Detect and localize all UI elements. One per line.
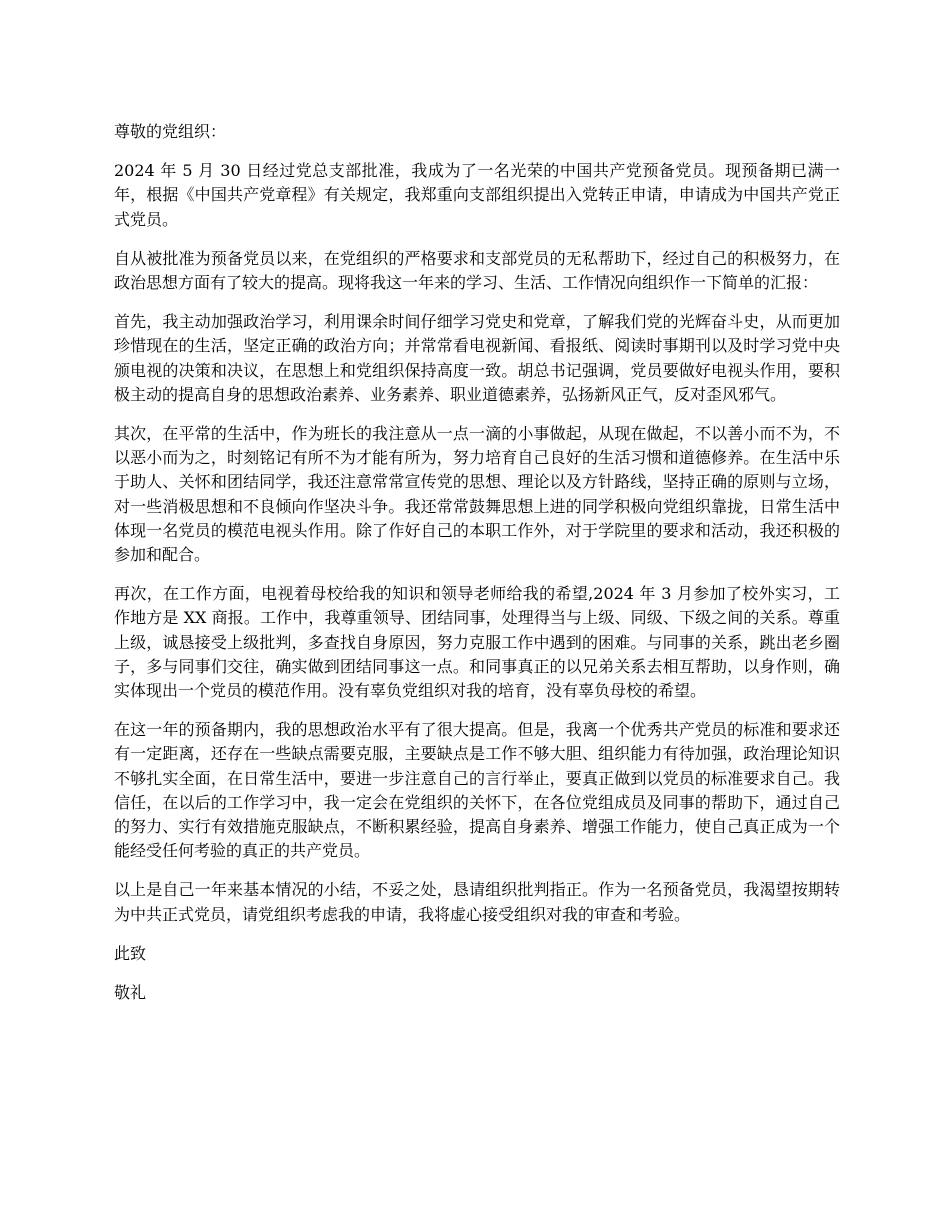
letter-body — [114, 120, 840, 1020]
paragraph-work: 再次，在工作方面，电视着母校给我的知识和领导老师给我的希望,2024 年 3 月参加了校外实习，工作地方是 XX 商报。工作中，我尊重领导、团结同事，处理得当与上级、同级、下级之间的关系。尊重上级，诚恳接受上级批判，多查找自身原因，努力克服工作中遇到的困难。与同事的关系，跳出老乡圈子，多与同事们交往，确实做到团结同事这一点。和同事真正的以兄弟关系去相互帮助，以身作则，确实体现出一个党员的模范作用。没有辜负党组织对我的培育，没有辜负母校的希望。 — [114, 584, 840, 701]
paragraph-summary: 以上是自己一年来基本情况的小结，不妥之处，恳请组织批判指正。作为一名预备党员，我渴望按期转为中共正式党员，请党组织考虑我的申请，我将虚心接受组织对我的审查和考验。 — [114, 880, 840, 924]
paragraph-application: 2024 年 5 月 30 日经过党总支部批准，我成为了一名光荣的中国共产党预备党员。现预备期已满一年，根据《中国共产党章程》有关规定，我郑重向支部组织提出入党转正申请，申请成为中国共产党正式党员。 — [114, 161, 840, 229]
paragraph-introduction: 自从被批准为预备党员以来，在党组织的严格要求和支部党员的无私帮助下，经过自己的积极努力，在政治思想方面有了较大的提高。现将我这一年来的学习、生活、工作情况向组织作一下简单的汇报： — [114, 248, 840, 293]
closing-salute: 敬礼 — [114, 983, 147, 1003]
paragraph-daily-life: 其次，在平常的生活中，作为班长的我注意从一点一滴的小事做起，从现在做起，不以善小而不为，不以恶小而为之，时刻铭记有所不为才能有所为，努力培育自己良好的生活习惯和道德修养。在生活中乐于助人、关怀和团结同学，我还注意常常宣传党的思想、理论以及方针路线，坚持正确的原则与立场，对一些消极思想和不良倾向作坚决斗争。我还常常鼓舞思想上进的同学积极向党组织靠拢，日常生活中体现一名党员的模范电视头作用。除了作好自己的本职工作外，对于学院里的要求和活动，我还积极的参加和配合。 — [114, 424, 840, 565]
closing-greeting: 此致 — [114, 943, 147, 963]
paragraph-political-study: 首先，我主动加强政治学习，利用课余时间仔细学习党史和党章，了解我们党的光辉奋斗史，从而更加珍惜现在的生活，坚定正确的政治方向；并常常看电视新闻、看报纸、阅读时事期刊以及时学习党中央颁电视的决策和决议，在思想上和党组织保持高度一致。胡总书记强调，党员要做好电视头作用，要积极主动的提高自身的思想政治素养、业务素养、职业道德素养，弘扬新风正气，反对歪风邪气。 — [114, 312, 840, 404]
salutation: 尊敬的党组织： — [114, 122, 227, 141]
paragraph-self-assessment: 在这一年的预备期内，我的思想政治水平有了很大提高。但是，我离一个优秀共产党员的标准和要求还有一定距离，还存在一些缺点需要克服，主要缺点是工作不够大胆、组织能力有待加强，政治理论知识不够扎实全面，在日常生活中，要进一步注意自己的言行举止，要真正做到以党员的标准要求自己。我信任，在以后的工作学习中，我一定会在党组织的关怀下，在各位党组成员及同事的帮助下，通过自己的努力、实行有效措施克服缺点，不断积累经验，提高自身素养、增强工作能力，使自己真正成为一个能经受任何考验的真正的共产党员。 — [114, 720, 840, 861]
